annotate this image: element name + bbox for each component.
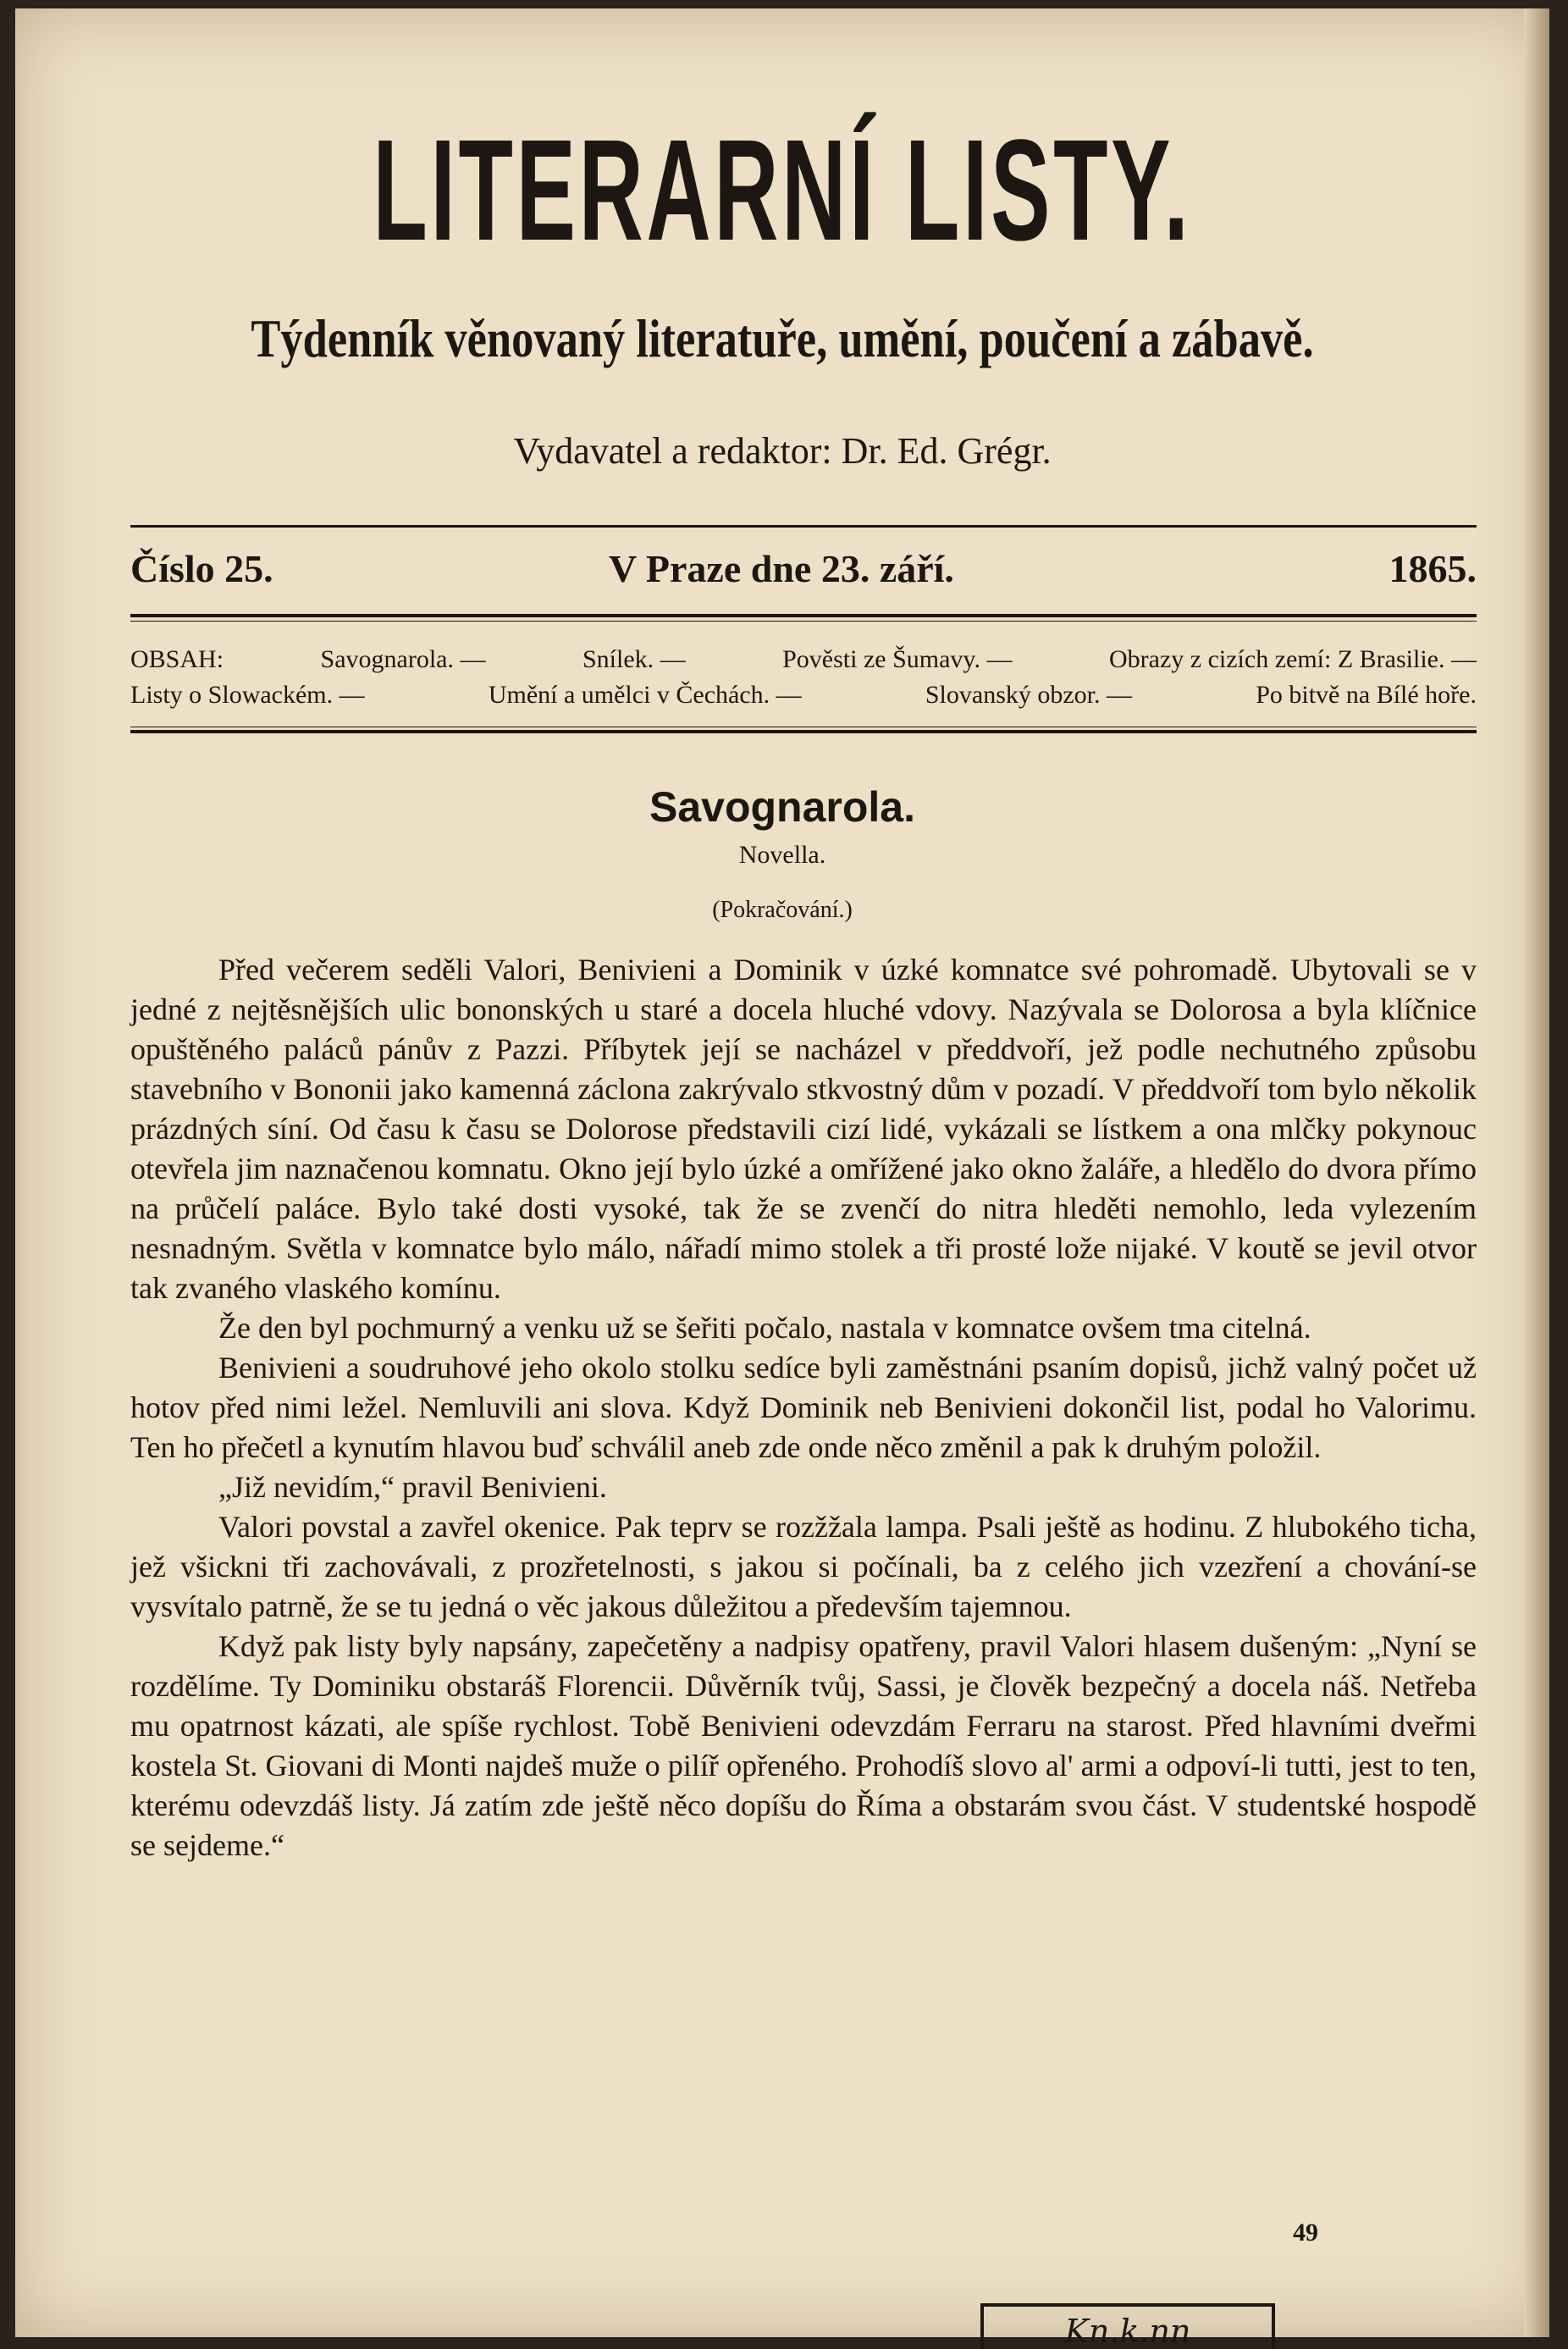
- page-number: 49: [1293, 2219, 1318, 2247]
- article-title: Savognarola.: [649, 783, 915, 831]
- toc-label: OBSAH:: [130, 645, 224, 673]
- issue-number: Číslo 25.: [130, 547, 273, 590]
- library-stamp: Kn.k.nn: [980, 2303, 1275, 2349]
- toc-entry: Umění a umělci v Čechách. —: [488, 681, 802, 709]
- paragraph: Benivieni a soudruhové jeho okolo stolku sedíce byli zaměstnáni psaním dopisů, jichž valný počet už hotov před nimi ležel. Nemluvili ani slova. Když Dominik neb Benivieni dokončil list, podal ho Valorimu. Ten ho přečetl a kynutím hlavou buď schválil aneb zde onde něco změnil a pak k druhým položil.: [130, 1351, 1477, 1464]
- issue-date: V Praze dne 23. září.: [609, 547, 954, 590]
- toc-line: [130, 642, 1477, 677]
- divider-rule: [130, 614, 1477, 617]
- article-continuation: (Pokračování.): [712, 897, 853, 923]
- toc-entry: Snílek. —: [582, 645, 686, 673]
- masthead-subtitle: Týdenník věnovaný literatuře, umění, poučení a zábavě.: [251, 308, 1314, 368]
- toc-entry: Slovanský obzor. —: [925, 681, 1133, 709]
- toc-entry: Listy o Slowackém. —: [130, 681, 365, 709]
- masthead-title: LITERARNÍ LISTY.: [373, 110, 1192, 271]
- paragraph: „Již nevidím,“ pravil Benivieni.: [218, 1470, 607, 1504]
- divider-rule: [130, 621, 1477, 622]
- divider-rule: [130, 730, 1477, 733]
- divider-rule: [130, 525, 1477, 528]
- paragraph: Před večerem seděli Valori, Benivieni a Dominik v úzké komnatce své pohromadě. Ubytovali se v jedné z nejtěsnějších ulic bononských u staré a docela hluché vdovy. Nazývala se Dolorosa a byla klíčnice opuštěného paláců pánův z Pazzi. Příbytek její se nacházel v předdvoří, jež podle nechutného způsobu stavebního v Bononii jako kamenná záclona zakrývalo stkvostný dům v pozadí. V předdvoří tom bylo několik prázdných síní. Od času k času se Dolorose představili cizí lidé, vykázali se lístkem a ona mlčky pokynouc otevřela jim naznačenou komnatu. Okno její bylo úzké a omřížené jako okno žaláře, a hledělo do dvora přímo na průčelí paláce. Bylo také dosti vysoké, tak že se zvenčí do nitra hleděti nemohlo, leda vylezením nesnadným. Světla v komnatce bylo málo, nářadí mimo stolek a tři prosté lože nijaké. V koutě se jevil otvor tak zvaného vlaského komínu.: [130, 953, 1477, 1305]
- toc-entry: Pověsti ze Šumavy. —: [782, 645, 1013, 673]
- toc-entry: Po bitvě na Bílé hoře.: [1256, 681, 1477, 709]
- paragraph: Když pak listy byly napsány, zapečetěny a nadpisy opatřeny, pravil Valori hlasem dušeným: „Nyní se rozdělíme. Ty Dominiku obstaráš Florencii. Důvěrník tvůj, Sassi, je člověk bezpečný a docela náš. Netřeba mu opatrnost kázati, ale spíše rychlost. Tobě Benivieni odevzdám Ferraru na starost. Před hlavními dveřmi kostela St. Giovani di Monti najdeš muže o pilíř opřeného. Prohodíš slovo al' armi a odpoví-li tutti, jest to ten, kterému odevzdáš listy. Já zatím zde ještě něco dopíšu do Říma a obstarám svou část. V studentské hospodě se sejdeme.“: [130, 1629, 1477, 1862]
- article-body: [130, 950, 1477, 1865]
- article-genre: Novella.: [738, 841, 826, 869]
- issue-year: 1865.: [1389, 547, 1477, 590]
- paragraph: Že den byl pochmurný a venku už se šeřiti počalo, nastala v komnatce ovšem tma citelná.: [218, 1311, 1311, 1345]
- binding-edge: [1524, 8, 1549, 2337]
- toc-entry: Savognarola. —: [320, 645, 486, 673]
- publisher-line: Vydavatel a redaktor: Dr. Ed. Grégr.: [513, 430, 1052, 472]
- table-of-contents: [130, 642, 1477, 713]
- toc-line: [130, 677, 1477, 713]
- toc-entry: Obrazy z cizích zemí: Z Brasilie. —: [1108, 645, 1477, 673]
- newspaper-page: [15, 8, 1549, 2349]
- paragraph: Valori povstal a zavřel okenice. Pak teprv se rozžžala lampa. Psali ještě as hodinu. Z hlubokého ticha, jež všickni tři zachovávali, z prozřetelnosti, s jakou si počínali, ba z celého jich vzezření a chování-se vysvítalo patrně, že se tu jedná o věc jakous důležitou a především tajemnou.: [130, 1510, 1477, 1623]
